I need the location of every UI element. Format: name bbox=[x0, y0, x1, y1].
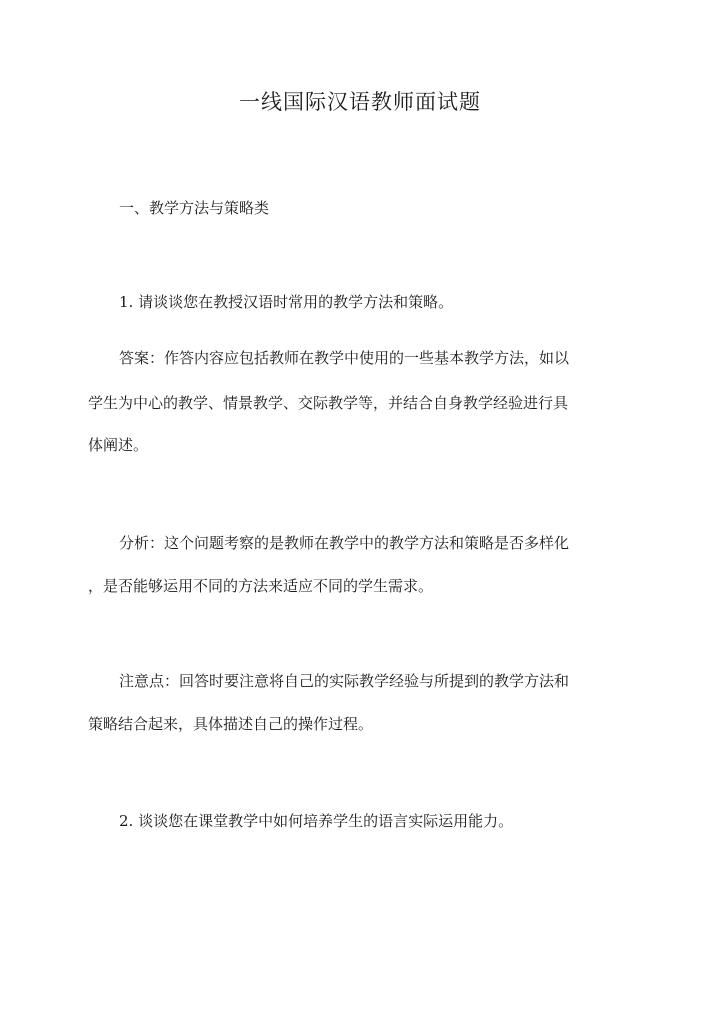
question-2: 2. 谈谈您在课堂教学中如何培养学生的语言实际运用能力。 bbox=[119, 812, 514, 830]
answer-line-3: 体阐述。 bbox=[88, 436, 149, 454]
notes-line-2: 策略结合起来，具体描述自己的操作过程。 bbox=[88, 715, 374, 733]
analysis-line-1: 分析：这个问题考察的是教师在教学中的教学方法和策略是否多样化 bbox=[119, 534, 570, 552]
notes-line-1: 注意点：回答时要注意将自己的实际教学经验与所提到的教学方法和 bbox=[119, 672, 570, 690]
answer-line-2: 学生为中心的教学、情景教学、交际教学等，并结合自身教学经验进行具 bbox=[88, 394, 569, 412]
document-title: 一线国际汉语教师面试题 bbox=[239, 90, 481, 114]
question-1: 1. 请谈谈您在教授汉语时常用的教学方法和策略。 bbox=[119, 293, 454, 311]
analysis-line-2: ，是否能够运用不同的方法来适应不同的学生需求。 bbox=[88, 577, 434, 595]
answer-line-1: 答案：作答内容应包括教师在教学中使用的一些基本教学方法，如以 bbox=[119, 349, 570, 367]
section-heading: 一、教学方法与策略类 bbox=[119, 199, 270, 217]
